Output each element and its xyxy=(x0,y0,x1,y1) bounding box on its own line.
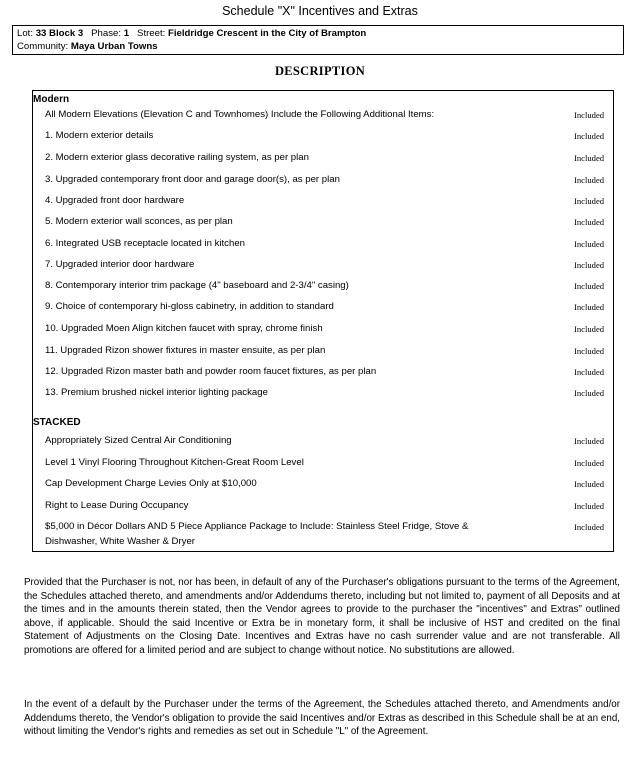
schedule-title: Schedule "X" Incentives and Extras xyxy=(222,4,418,18)
description-heading: DESCRIPTION xyxy=(274,64,366,78)
status-included: Included xyxy=(574,260,605,270)
list-item: Appropriately Sized Central Air Conditioning xyxy=(45,435,232,446)
list-item: Level 1 Vinyl Flooring Throughout Kitchen-Great Room Level xyxy=(45,457,304,468)
section-heading-modern: Modern xyxy=(33,94,70,105)
status-included: Included xyxy=(574,346,605,356)
status-included: Included xyxy=(574,501,605,511)
status-included: Included xyxy=(574,217,605,227)
status-included: Included xyxy=(574,110,605,120)
lot-label: Lot: xyxy=(17,28,34,39)
status-included: Included xyxy=(574,436,605,446)
list-item: 2. Modern exterior glass decorative railing system, as per plan xyxy=(45,152,309,163)
status-included: Included xyxy=(574,367,605,377)
list-item: 5. Modern exterior wall sconces, as per plan xyxy=(45,216,233,227)
status-included: Included xyxy=(574,388,605,398)
default-paragraph: In the event of a default by the Purchaser under the terms of the Agreement, the Schedules attached thereto, and Amendments and/or Addendums thereto, the Vendor's obligation to provide the said Incentives and/or Extras as described in this Schedule shall be at an end, without limiting the Vendor's rights and remedies as set out in Schedule "L" of the Agreement. xyxy=(24,699,620,737)
street-label: Street: xyxy=(137,28,166,39)
list-item: 7. Upgraded interior door hardware xyxy=(45,259,195,270)
status-included: Included xyxy=(574,522,605,532)
lot-line xyxy=(17,27,619,40)
phase-label: Phase: xyxy=(91,28,122,39)
community-label: Community: xyxy=(17,41,69,52)
list-item: 13. Premium brushed nickel interior lighting package xyxy=(45,387,268,398)
community-value: Maya Urban Towns xyxy=(70,41,158,52)
list-item: 8. Contemporary interior trim package (4" baseboard and 2-3/4" casing) xyxy=(45,280,349,291)
status-included: Included xyxy=(574,131,605,141)
status-included: Included xyxy=(574,175,605,185)
list-item: 12. Upgraded Rizon master bath and powder room faucet fixtures, as per plan xyxy=(45,366,377,377)
list-item: $5,000 in Décor Dollars AND 5 Piece Appliance Package to Include: Stainless Steel Fridge, Stove & Dishwasher, White Washer & Dryer xyxy=(45,521,469,547)
status-included: Included xyxy=(574,239,605,249)
community-line xyxy=(17,40,619,53)
street-value: Fieldridge Crescent in the City of Brampton xyxy=(167,28,367,39)
list-item: Right to Lease During Occupancy xyxy=(45,500,189,511)
lot-value: 33 Block 3 xyxy=(35,28,84,39)
list-item: 9. Choice of contemporary hi-gloss cabinetry, in addition to standard xyxy=(45,301,334,312)
conditions-paragraph: Provided that the Purchaser is not, nor has been, in default of any of the Purchaser's obligations pursuant to the terms of the Agreement, the Schedules attached thereto, and amendments and/or Addendums thereto, including but not limited to, payment of all Deposits and at the times and in the amounts therein stated, then the Vendor agrees to provide to the purchaser the "incentives" and Extras" outlined above, if applicable. Should the said Incentive or Extra be in monetary form, it shall be inclusive of HST and credited on the final Statement of Adjustments on the Closing Date. Incentives and Extras have no cash surrender value and are not transferable. All promotions are offered for a limited period and are subject to change without notice. No substitutions are allowed. xyxy=(24,577,620,656)
status-included: Included xyxy=(574,302,605,312)
section-heading-stacked: STACKED xyxy=(33,417,81,428)
status-included: Included xyxy=(574,281,605,291)
list-item: 4. Upgraded front door hardware xyxy=(45,195,185,206)
list-item: 11. Upgraded Rizon shower fixtures in master ensuite, as per plan xyxy=(45,345,326,356)
list-item: Cap Development Charge Levies Only at $10,000 xyxy=(45,478,257,489)
phase-value: 1 xyxy=(123,28,130,39)
status-included: Included xyxy=(574,479,605,489)
list-item: All Modern Elevations (Elevation C and Townhomes) Include the Following Additional Items: xyxy=(45,109,435,120)
list-item: 6. Integrated USB receptacle located in kitchen xyxy=(45,238,245,249)
status-included: Included xyxy=(574,458,605,468)
list-item: 1. Modern exterior details xyxy=(45,130,154,141)
status-included: Included xyxy=(574,324,605,334)
list-item: 10. Upgraded Moen Align kitchen faucet with spray, chrome finish xyxy=(45,323,323,334)
incentives-table xyxy=(32,90,614,552)
status-included: Included xyxy=(574,196,605,206)
lot-info-box xyxy=(12,25,624,55)
list-item: 3. Upgraded contemporary front door and garage door(s), as per plan xyxy=(45,174,340,185)
status-included: Included xyxy=(574,153,605,163)
